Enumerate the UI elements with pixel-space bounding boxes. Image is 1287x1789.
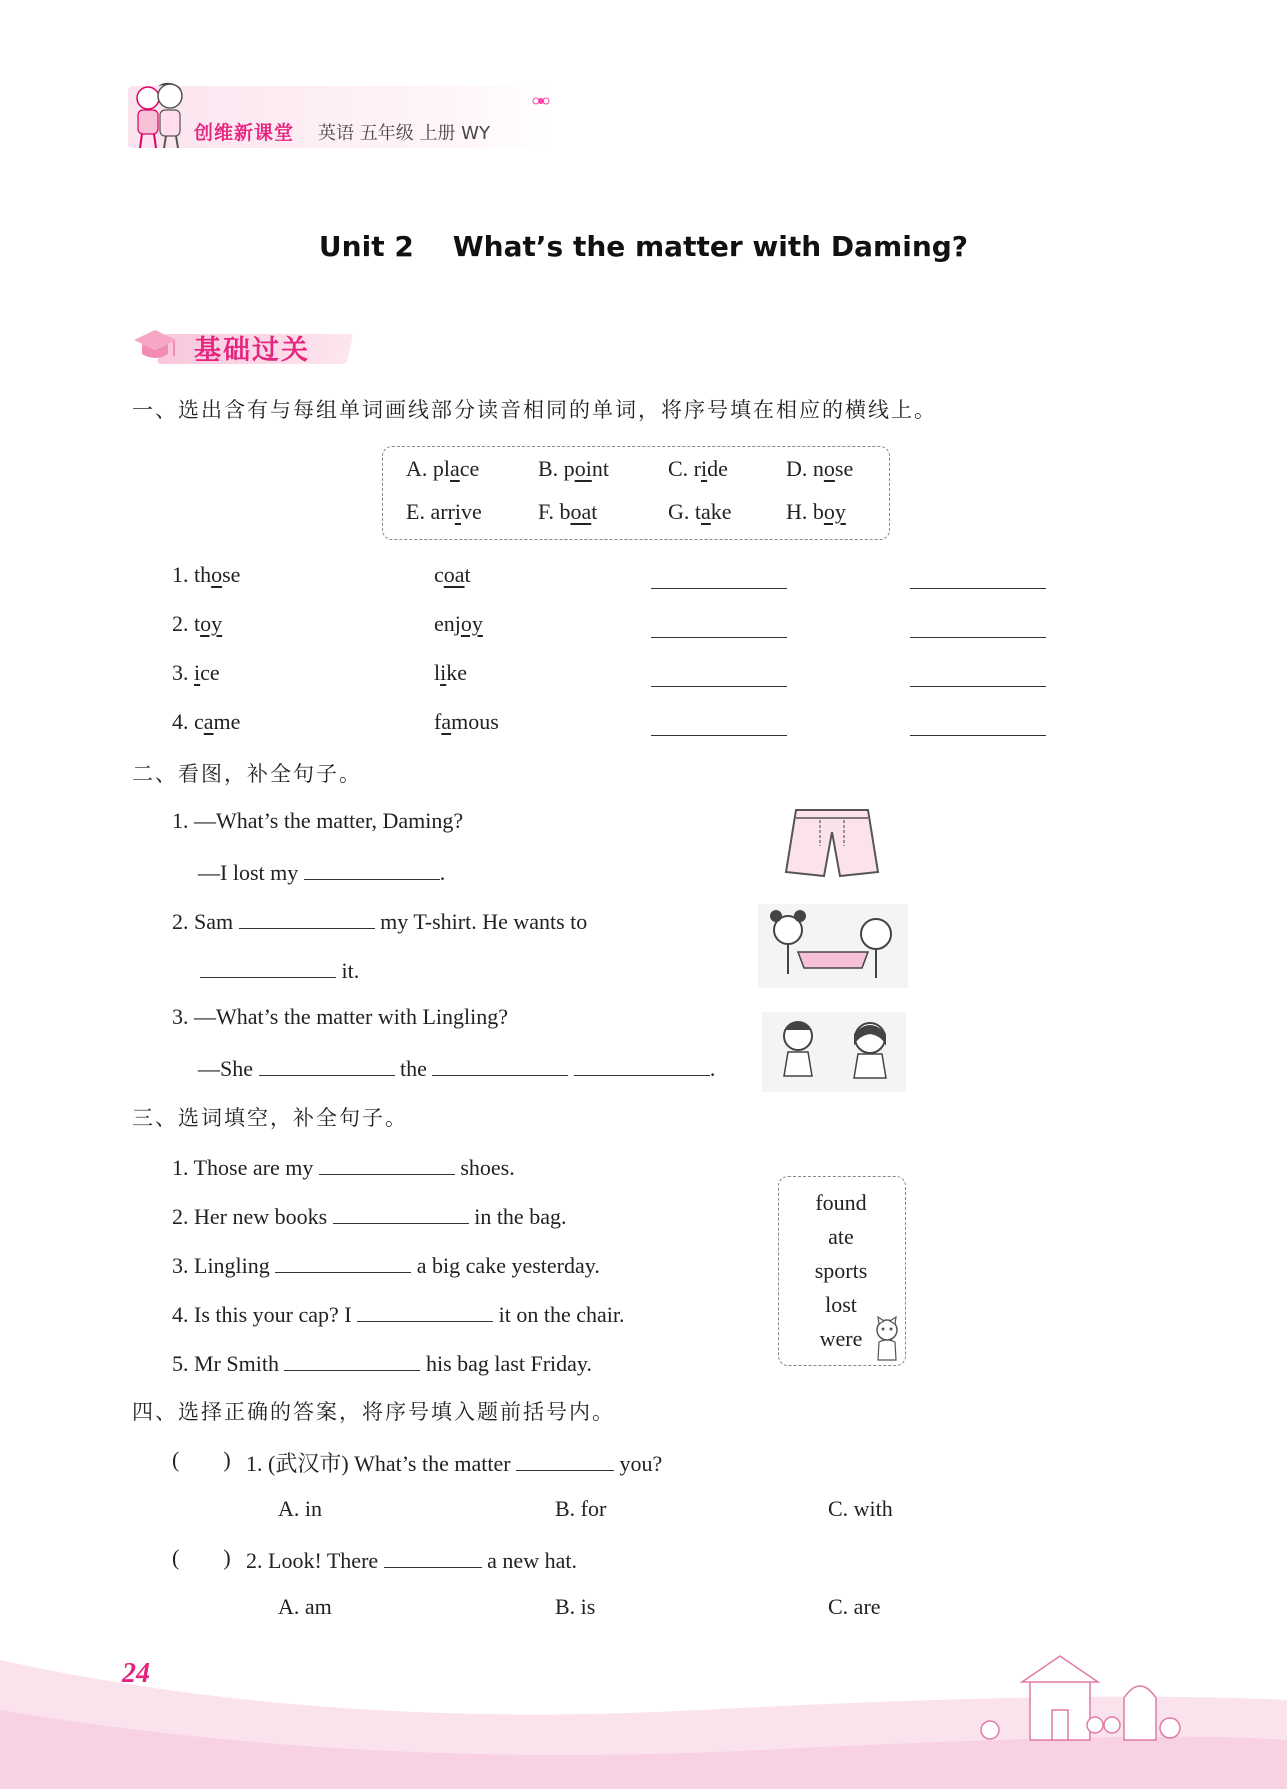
option-b: B. point xyxy=(538,456,609,481)
s1-row4-word2: famous xyxy=(434,709,499,734)
word-box-item: ate xyxy=(828,1224,854,1249)
s3-q3: 3. Lingling a big cake yesterday. xyxy=(172,1250,600,1279)
s1-row4-blank1[interactable] xyxy=(651,713,787,736)
footer-wave xyxy=(0,1620,1287,1789)
s1-row1-word2: coat xyxy=(434,562,471,587)
s3-q5: 5. Mr Smith his bag last Friday. xyxy=(172,1348,592,1377)
s4-q1-option-b[interactable]: B. for xyxy=(555,1496,607,1521)
s3-q3-blank[interactable] xyxy=(275,1250,411,1273)
s1-row1-blank2[interactable] xyxy=(910,566,1046,589)
s4-q2-option-a[interactable]: A. am xyxy=(278,1594,332,1619)
s2-q2-blank1[interactable] xyxy=(239,906,375,929)
option-g: G. take xyxy=(668,499,732,524)
s2-q2-blank2[interactable] xyxy=(200,955,336,978)
s2-q2-line2: it. xyxy=(200,955,359,984)
kids-mascot-icon xyxy=(128,80,190,152)
option-d: D. nose xyxy=(786,456,854,481)
s4-q1-option-c[interactable]: C. with xyxy=(828,1496,893,1521)
kids-playing-icon xyxy=(762,1012,906,1092)
book-subject: 英语 五年级 上册 WY xyxy=(318,123,490,144)
s3-q2: 2. Her new books in the bag. xyxy=(172,1201,566,1230)
option-h: H. boy xyxy=(786,499,846,524)
s1-row3-blank1[interactable] xyxy=(651,664,787,687)
option-f: F. boat xyxy=(538,499,598,524)
shorts-icon xyxy=(782,806,882,882)
section1-heading: 一、选出含有与每组单词画线部分读音相同的单词，将序号填在相应的横线上。 xyxy=(132,398,937,422)
word-box-item: were xyxy=(819,1326,863,1351)
s3-q4-blank[interactable] xyxy=(357,1299,493,1322)
s1-row3-word2: like xyxy=(434,660,468,685)
section3-heading: 三、选词填空，补全句子。 xyxy=(132,1106,408,1130)
s2-q3-blank1[interactable] xyxy=(259,1053,395,1076)
word-box-item: sports xyxy=(814,1258,868,1283)
s2-q3-line2: —She the . xyxy=(198,1053,715,1082)
s1-row3-word1: 3. ice xyxy=(172,660,220,685)
unit-title: Unit 2 What’s the matter with Daming? xyxy=(318,230,969,263)
s3-q5-blank[interactable] xyxy=(284,1348,420,1371)
word-box-item: lost xyxy=(825,1292,857,1317)
s2-q1-line2: —I lost my . xyxy=(198,857,445,886)
section4-heading: 四、选择正确的答案，将序号填入题前括号内。 xyxy=(132,1400,615,1424)
s3-q2-blank[interactable] xyxy=(333,1201,469,1224)
page-number: 24 xyxy=(122,1658,150,1689)
word-box-item: found xyxy=(815,1190,867,1215)
s1-row2-blank2[interactable] xyxy=(910,615,1046,638)
option-a: A. place xyxy=(406,456,480,481)
s1-row1-blank1[interactable] xyxy=(651,566,787,589)
s4-q1-paren[interactable]: ( ) xyxy=(172,1447,231,1472)
s2-q1-blank[interactable] xyxy=(304,857,440,880)
s1-row3-blank2[interactable] xyxy=(910,664,1046,687)
s1-row2-blank1[interactable] xyxy=(651,615,787,638)
option-c: C. ride xyxy=(668,456,728,481)
s1-row2-word2: enjoy xyxy=(434,611,483,636)
s1-row1-word1: 1. those xyxy=(172,562,241,587)
section-badge-label: 基础过关 xyxy=(194,335,310,366)
s2-q3-line1: 3. —What’s the matter with Lingling? xyxy=(172,1004,509,1029)
s2-q2-line1: 2. Sam my T-shirt. He wants to xyxy=(172,906,587,935)
section-badge xyxy=(130,324,354,368)
s4-q2-paren[interactable]: ( ) xyxy=(172,1545,231,1570)
brand-name: 创维新课堂 xyxy=(194,122,295,144)
s4-q2-text: 2. Look! There a new hat. xyxy=(246,1545,577,1574)
s4-q1-option-a[interactable]: A. in xyxy=(278,1496,322,1521)
s4-q2-option-b[interactable]: B. is xyxy=(555,1594,596,1619)
kids-pulling-shirt-icon xyxy=(758,904,908,988)
section2-heading: 二、看图，补全句子。 xyxy=(132,762,362,786)
option-e: E. arrive xyxy=(406,499,482,524)
s1-row2-word1: 2. toy xyxy=(172,611,223,636)
s3-q1-blank[interactable] xyxy=(319,1152,455,1175)
s3-q1: 1. Those are my shoes. xyxy=(172,1152,515,1181)
s1-row4-word1: 4. came xyxy=(172,709,241,734)
s4-q1-blank[interactable] xyxy=(516,1448,614,1471)
s4-q2-blank[interactable] xyxy=(384,1545,482,1568)
flower-icon xyxy=(532,92,550,110)
s4-q1-text: 1. (武汉市) What’s the matter you? xyxy=(246,1447,662,1478)
graduation-cap-icon xyxy=(130,326,180,366)
s3-q4: 4. Is this your cap? I it on the chair. xyxy=(172,1299,624,1328)
s2-q3-blank2[interactable] xyxy=(432,1053,568,1076)
s2-q1-line1: 1. —What’s the matter, Daming? xyxy=(172,808,464,833)
cat-icon xyxy=(872,1316,902,1362)
s2-q3-blank3[interactable] xyxy=(574,1053,710,1076)
s1-row4-blank2[interactable] xyxy=(910,713,1046,736)
s4-q2-option-c[interactable]: C. are xyxy=(828,1594,881,1619)
